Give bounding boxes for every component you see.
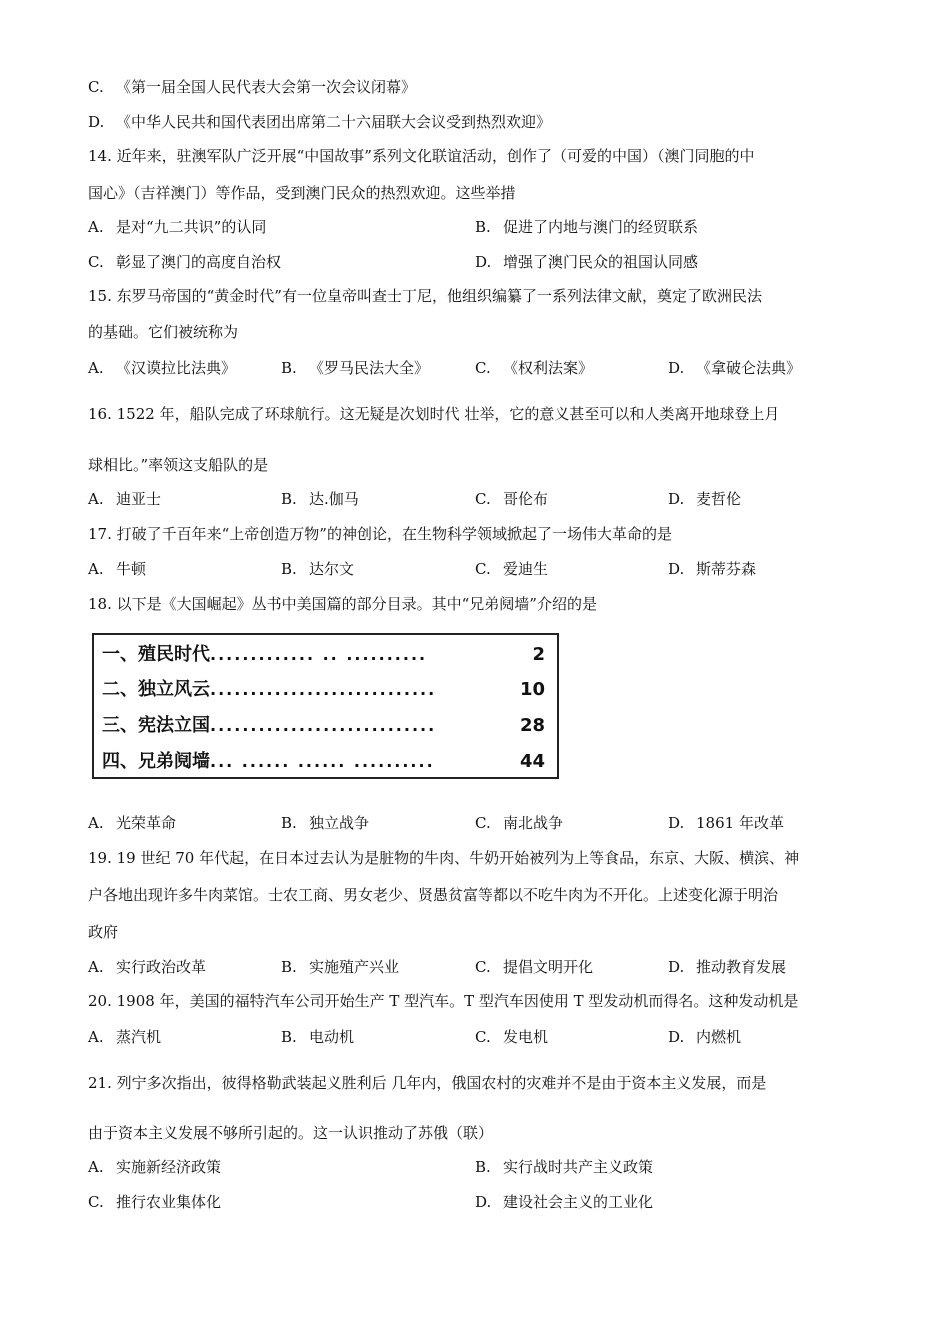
q16-stem-line-2: 球相比。”率领这支船队的是 [88,456,269,474]
q16-option-d: D. 麦哲伦 [668,490,742,508]
q18-option-a: A. 光荣革命 [88,814,177,832]
q18-option-d: D. 1861 年改革 [668,814,784,832]
toc-entry: 四、兄弟阋墙 ... ...... ...... .......... 44 [102,751,545,772]
q19-stem-line-1: 19. 19 世纪 70 年代起，在日本过去认为是脏物的牛肉、牛奶开始被列为上等食品，东京、大阪、横滨、神 [88,849,800,867]
table-of-contents-box [92,633,559,779]
q15-stem-line-1: 15. 东罗马帝国的“黄金时代”有一位皇帝叫查士丁尼，他组织编纂了一系列法律文献，奠定了欧洲民法 [88,287,762,305]
toc-entry: 二、独立风云 ............................ 10 [102,679,545,700]
q19-option-a: A. 实行政治改革 [88,958,207,976]
q14-option-b: B. 促进了内地与澳门的经贸联系 [475,218,699,236]
q15-option-c: C. 《权利法案》 [475,359,594,377]
q14-stem-line-1: 14. 近年来，驻澳军队广泛开展“中国故事”系列文化联谊活动，创作了（可爱的中国）（澳门同胞的中 [88,147,755,165]
q15-option-b: B. 《罗马民法大全》 [281,359,430,377]
q14-option-a: A. 是对“九二共识”的认同 [88,218,267,236]
q18-option-b: B. 独立战争 [281,814,370,832]
q21-option-a: A. 实施新经济政策 [88,1158,222,1176]
q21-option-d: D. 建设社会主义的工业化 [475,1193,654,1211]
q21-option-b: B. 实行战时共产主义政策 [475,1158,654,1176]
q18-option-c: C. 南北战争 [475,814,564,832]
q13-option-d: D. 《中华人民共和国代表团出席第二十六届联大会议受到热烈欢迎》 [88,113,552,131]
q15-option-d: D. 《拿破仑法典》 [668,359,802,377]
q15-option-a: A. 《汉谟拉比法典》 [88,359,237,377]
q17-option-b: B. 达尔文 [281,560,355,578]
q20-option-c: C. 发电机 [475,1028,549,1046]
q19-stem-line-2: 户各地出现许多牛肉菜馆。士农工商、男女老少、贤愚贫富等都以不吃牛肉为不开化。上述变化源于明治 [88,886,779,904]
q16-option-b: B. 达.伽马 [281,490,359,508]
q21-option-c: C. 推行农业集体化 [88,1193,222,1211]
q17-option-c: C. 爱迪生 [475,560,549,578]
q14-option-d: D. 增强了澳门民众的祖国认同感 [475,253,699,271]
toc-entry: 三、宪法立国 ............................ 28 [102,715,545,736]
q14-stem-line-2: 国心》（吉祥澳门）等作品，受到澳门民众的热烈欢迎。这些举措 [88,184,516,202]
q20-option-b: B. 电动机 [281,1028,355,1046]
q21-stem-line-1: 21. 列宁多次指出，彼得格勒武装起义胜利后 几年内，俄国农村的灾难并不是由于资本主义发展，而是 [88,1074,767,1092]
q15-stem-line-2: 的基础。它们被统称为 [88,323,239,341]
q20-stem-line-1: 20. 1908 年，美国的福特汽车公司开始生产 T 型汽车。T 型汽车因使用 T 型发动机而得名。这种发动机是 [88,992,799,1010]
q19-option-c: C. 提倡文明开化 [475,958,594,976]
q20-option-d: D. 内燃机 [668,1028,742,1046]
q19-option-b: B. 实施殖产兴业 [281,958,400,976]
toc-entry: 一、殖民时代 ............. .. .......... 2 [102,644,545,665]
q20-option-a: A. 蒸汽机 [88,1028,162,1046]
q13-option-c: C. 《第一届全国人民代表大会第一次会议闭幕》 [88,78,417,96]
q17-option-a: A. 牛顿 [88,560,147,578]
q16-stem-line-1: 16. 1522 年，船队完成了环球航行。这无疑是次划时代 壮举，它的意义甚至可以和人类离开地球登上月 [88,405,780,423]
q19-option-d: D. 推动教育发展 [668,958,787,976]
q16-option-a: A. 迪亚士 [88,490,162,508]
q17-option-d: D. 斯蒂芬森 [668,560,757,578]
q19-stem-line-3: 政府 [88,923,119,941]
q21-stem-line-2: 由于资本主义发展不够所引起的。这一认识推动了苏俄（联） [88,1124,494,1142]
q14-option-c: C. 彰显了澳门的高度自治权 [88,253,282,271]
q17-stem-line-1: 17. 打破了千百年来“上帝创造万物”的神创论，在生物科学领域掀起了一场伟大革命的是 [88,525,672,543]
q18-stem-line-1: 18. 以下是《大国崛起》丛书中美国篇的部分目录。其中“兄弟阋墙”介绍的是 [88,595,597,613]
q16-option-c: C. 哥伦布 [475,490,549,508]
